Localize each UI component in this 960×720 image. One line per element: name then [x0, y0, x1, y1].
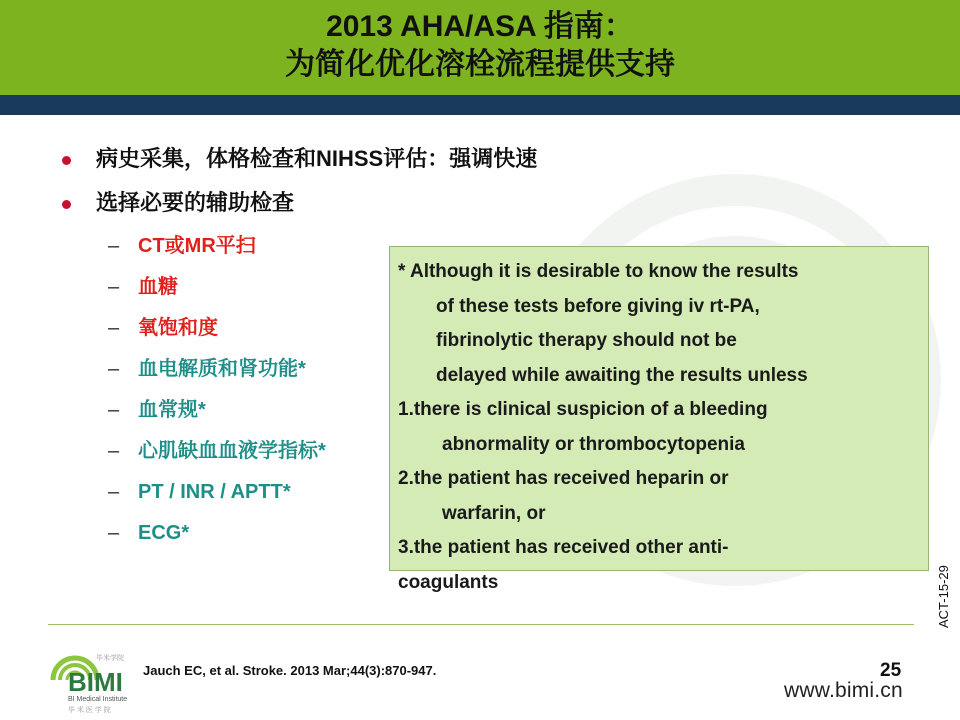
note-line: 1.there is clinical suspicion of a bleeding	[398, 399, 768, 420]
page-number: 25	[880, 660, 902, 681]
note-line: 2.the patient has received heparin or	[398, 468, 729, 489]
sub-item-text: CT或MR平扫	[138, 235, 256, 257]
sub-item-text: 血糖	[138, 276, 178, 298]
bullet-dot	[62, 200, 71, 209]
logo-cn-text: 毕米学院	[96, 655, 124, 662]
bullet-dot	[62, 156, 71, 165]
sub-item-text: PT / INR / APTT*	[138, 481, 291, 503]
dash-marker: –	[108, 481, 120, 503]
note-line: coagulants	[398, 571, 499, 593]
slide-title	[0, 8, 960, 84]
bullet-item	[58, 186, 678, 230]
sub-item-text: 血常规*	[138, 399, 206, 421]
dash-marker: –	[108, 358, 120, 380]
dash-marker: –	[108, 399, 120, 421]
note-line: warfarin, or	[442, 502, 546, 524]
note-line: fibrinolytic therapy should not be	[436, 330, 737, 351]
note-line: 3.the patient has received other anti-	[398, 537, 729, 558]
bullet-item	[58, 142, 678, 186]
logo-name: BIMI	[68, 667, 123, 697]
logo-subtitle: BI Medical Institute	[68, 696, 128, 703]
citation: Jauch EC, et al. Stroke. 2013 Mar;44(3):870-947.	[143, 663, 437, 678]
title-line-2: 为简化优化溶栓流程提供支持	[285, 48, 675, 81]
dash-marker: –	[108, 522, 120, 544]
note-line: * Although it is desirable to know the results	[398, 261, 799, 282]
sub-item-text: ECG*	[138, 522, 190, 544]
dash-marker: –	[108, 317, 120, 339]
footer-divider	[48, 624, 914, 625]
note-line: delayed while awaiting the results unless	[436, 364, 808, 386]
title-line-1: 2013 AHA/ASA 指南：	[326, 10, 634, 43]
dash-marker: –	[108, 235, 120, 257]
slide-code: ACT-15-29	[936, 565, 951, 628]
dash-marker: –	[108, 276, 120, 298]
bullet-text: 选择必要的辅助检查	[96, 190, 295, 215]
sub-item-text: 氧饱和度	[138, 317, 218, 339]
logo-subtitle-cn: 毕 米 医 学 院	[68, 707, 111, 714]
dash-marker: –	[108, 440, 120, 462]
bullet-text: 病史采集，体格检查和NIHSS评估：强调快速	[96, 146, 538, 171]
sub-item-text: 心肌缺血血液学指标*	[138, 440, 326, 462]
note-line: abnormality or thrombocytopenia	[442, 433, 745, 455]
note-text	[398, 255, 928, 600]
sub-item-text: 血电解质和肾功能*	[138, 358, 306, 380]
header-navy-bar	[0, 95, 960, 115]
website-link[interactable]: www.bimi.cn	[784, 679, 903, 702]
note-line: of these tests before giving iv rt-PA,	[436, 295, 760, 317]
